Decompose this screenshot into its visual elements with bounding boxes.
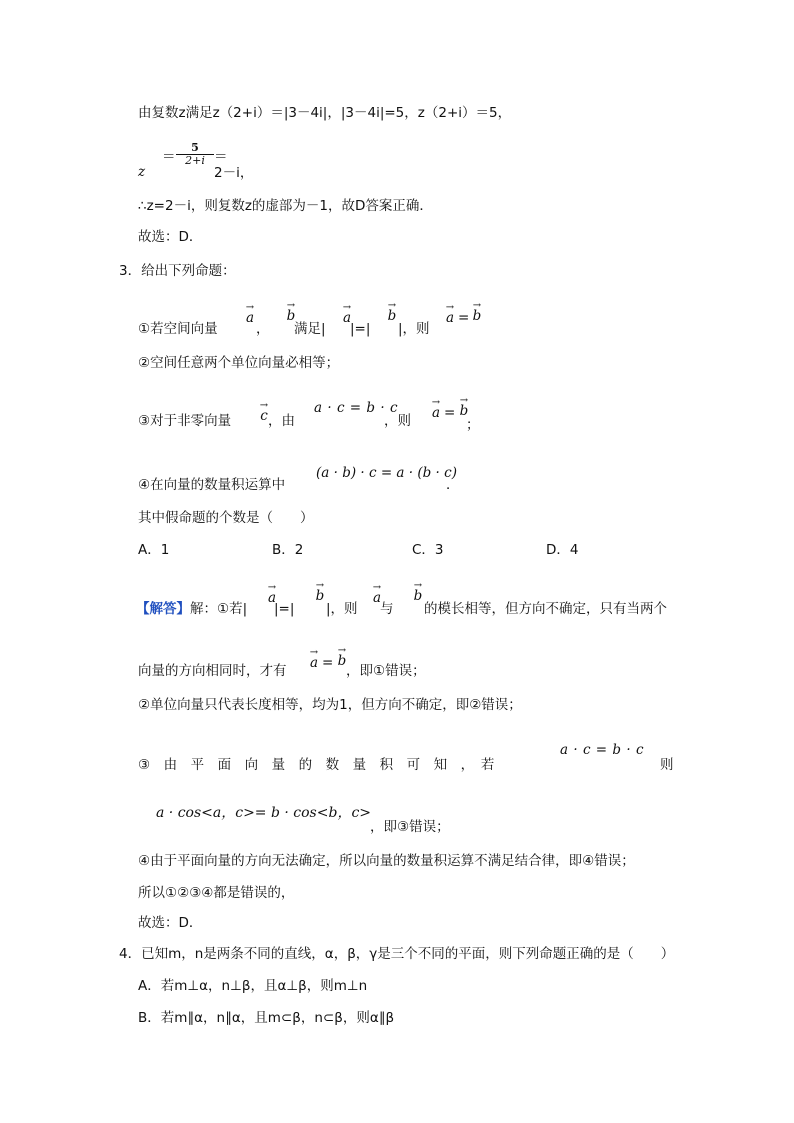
sol2-result: 2－i， [214, 165, 254, 181]
sol3-s3-start: ③ 由 平 面 向 量 的 数 量 积 可 知 ， 若 [138, 757, 495, 773]
q3-p1-label: ①若空间向量 [138, 321, 218, 337]
vector-a: → a [431, 397, 441, 421]
q3-p2: ②空间任意两个单位向量必相等； [138, 355, 340, 371]
sol3-s5: 所以①②③④都是错误的， [138, 885, 295, 901]
q3-ask: 其中假命题的个数是（ ） [138, 510, 314, 526]
q3-p1-eq: = [458, 310, 470, 326]
sol3-s3-dot-equation: a · c = b · c [560, 742, 644, 758]
q3-p1-abs: |=| [350, 321, 371, 337]
sol2-fraction [176, 142, 214, 167]
vector-a: → a [267, 582, 277, 606]
sol3-s3-formula: a · cos<a，c>= b · cos<b，c> [156, 805, 372, 821]
vector-b: → b [387, 300, 397, 324]
q3-option-a: A．1 [138, 542, 170, 558]
vector-b: → b [286, 300, 296, 324]
q3-option-d: D．4 [546, 542, 579, 558]
q3-stem: 3．给出下列命题： [119, 263, 236, 279]
vector-c: → c [259, 400, 269, 424]
sol3-s4: ④由于平面向量的方向无法确定，所以向量的数量积运算不满足结合律，即④错误； [138, 853, 635, 869]
vector-b: → b [315, 580, 325, 604]
sol3-tag: 【解答】 [136, 601, 190, 617]
vector-b: → b [413, 580, 423, 604]
sol3-s1-abs: |=| [274, 601, 295, 617]
sol2-frac-den: 2+i [176, 154, 214, 167]
sol3-s1-then: |，则 [326, 601, 358, 617]
vector-a: → a [309, 647, 319, 671]
sol2-line1: 由复数z满足z（2+i）＝|3－4i|，|3－4i|=5，z（2+i）＝5， [138, 105, 512, 121]
sol2-answer: 故选：D． [138, 229, 203, 245]
sol2-line3: ∴z=2－i，则复数z的虚部为－1，故D答案正确． [138, 198, 433, 214]
q3-p3-then: ，则 [384, 413, 411, 429]
q3-p1-then: |，则 [398, 321, 430, 337]
sol3-s1-modulus: 的模长相等，但方向不确定，只有当两个 [424, 601, 667, 617]
sol3-s3-then: 则 [660, 757, 674, 773]
q3-p1-comma: ， [256, 321, 270, 337]
vector-a: → a [342, 302, 352, 326]
q4-stem: 4．已知m，n是两条不同的直线，α，β，γ是三个不同的平面，则下列命题正确的是（ ） [119, 946, 675, 962]
vector-a: → a [372, 582, 382, 606]
sol2-equals: ＝ [162, 149, 176, 165]
q3-p3-semicolon: ； [466, 417, 480, 433]
q3-p3-eq: = [444, 405, 456, 421]
q3-option-b: B．2 [272, 542, 304, 558]
vector-a: → a [445, 302, 455, 326]
sol3-s3-wrong: ，即③错误； [370, 819, 450, 835]
q3-p3-label: ③对于非零向量 [138, 413, 232, 429]
vector-b: → b [472, 300, 482, 324]
vector-a: → a [245, 302, 255, 326]
sol3-s1-wrong: ，即①错误； [346, 663, 426, 679]
q3-p1-satisfy: 满足| [294, 321, 326, 337]
q3-p4-associativity-expr: (a · b) · c = a · (b · c) [316, 465, 457, 481]
sol3-s1-start: 解：①若| [190, 601, 248, 617]
q3-option-c: C．3 [412, 542, 444, 558]
sol2-frac-num: 5 [191, 141, 199, 154]
sol3-s1-eq: = [322, 655, 334, 671]
sol3-s1-cont: 向量的方向相同时，才有 [138, 663, 287, 679]
vector-b: → b [459, 395, 469, 419]
q4-option-b: B．若m∥α，n∥α，且m⊂β，n⊂β，则α∥β [138, 1010, 395, 1026]
q3-p3-dot-equation: a · c = b · c [314, 400, 398, 416]
sol3-s2: ②单位向量只代表长度相等，均为1，但方向不确定，即②错误； [138, 697, 522, 713]
q3-p3-by: ，由 [268, 413, 295, 429]
q3-p4-label: ④在向量的数量积运算中 [138, 477, 286, 493]
sol2-z: z [138, 164, 146, 180]
q4-option-a: A．若m⊥α，n⊥β，且α⊥β，则m⊥n [138, 978, 368, 994]
sol2-equals-2: ＝ [214, 149, 228, 165]
sol3-answer: 故选：D． [138, 915, 203, 931]
sol3-s1-and: 与 [380, 601, 394, 617]
q3-p4-dot: ． [446, 477, 460, 493]
vector-b: → b [337, 645, 347, 669]
